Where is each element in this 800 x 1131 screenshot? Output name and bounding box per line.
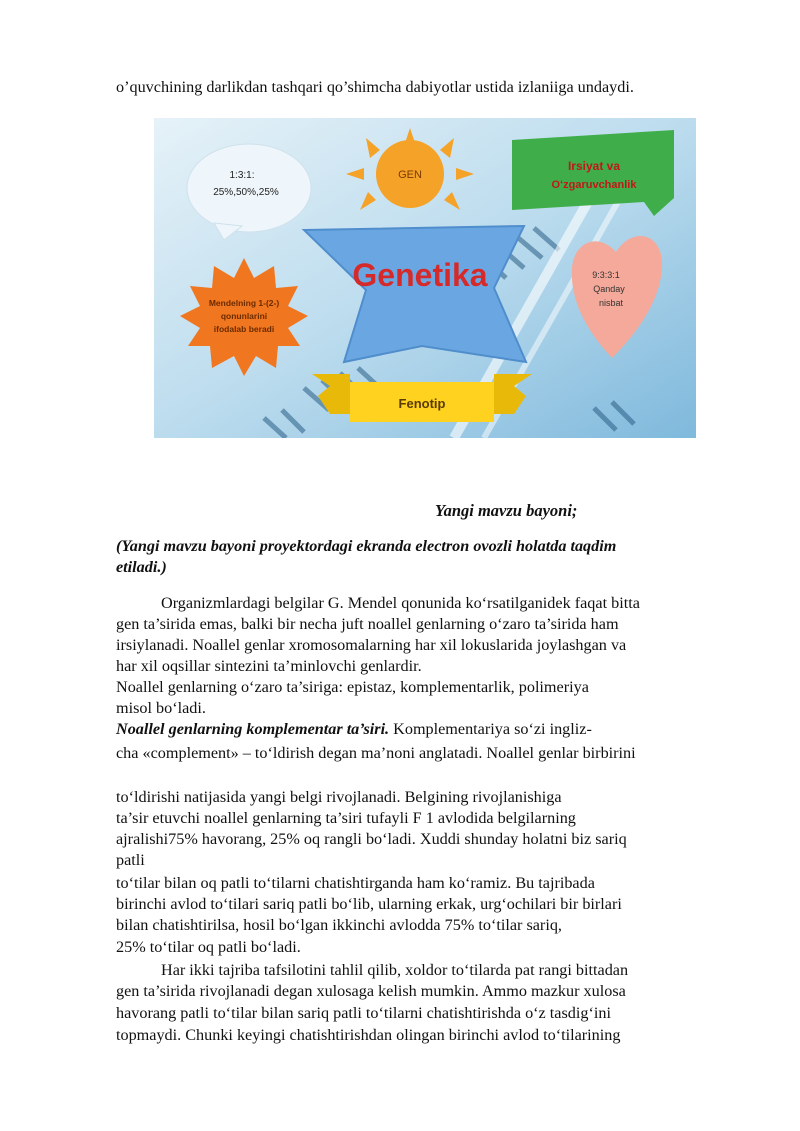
subheading-line-1: (Yangi mavzu bayoni proyektordagi ekranda electron ovozli holatda taqdim <box>116 537 617 555</box>
para2-line-6: birinchi avlod to‘tilari sariq patli bo‘lib, ularning erkak, urg‘ochilari bir birlari <box>116 895 622 913</box>
subheading-line-2: etiladi.) <box>116 558 167 576</box>
green-flag-shape <box>512 130 674 216</box>
heart-ratio-word-label: nisbat <box>598 298 624 308</box>
para2-line-2: ta’sir etuvchi noallel genlarning ta’siri tufayli F 1 avlodida belgilarning <box>116 809 576 827</box>
komplementar-text: Komplementariya so‘zi ingliz- <box>389 720 592 738</box>
para1-line-3: irsiylanadi. Noallel genlar xromosomalarning har xil lokuslarida joylashgan va <box>116 636 627 654</box>
para2-line-7: bilan chatishtirilsa, hosil bo‘lgan ikkinchi avlodda 75% to‘tilar sariq, <box>116 916 562 934</box>
heart-ratio-label: 9:3:3:1 <box>592 270 620 280</box>
genetika-infographic <box>154 118 696 438</box>
cloud-percent-label: 25%,50%,25% <box>213 187 279 198</box>
para2-line-3: ajralishi75% havorang, 25% oq rangli bo‘ladi. Xuddi shunday holatni biz sariq <box>116 830 627 848</box>
sun-label: GEN <box>398 169 422 181</box>
para1-line-6: misol bo‘ladi. <box>116 699 206 717</box>
cloud-ratio-label: 1:3:1: <box>229 170 255 181</box>
para2-line-8: 25% to‘tilar oq patli bo‘ladi. <box>116 938 301 956</box>
intro-line: o’quvchining darlikdan tashqari qo’shimcha dabiyotlar ustida izlaniiga undaydi. <box>116 78 634 96</box>
heart-question-label: Qanday <box>593 284 625 294</box>
para3-line-3: havorang patli to‘tilar bilan sariq patli to‘tilarni chatishtirishda o‘z tasdig‘ini <box>116 1004 611 1022</box>
para1-line-4: har xil oqsillar sintezini ta’minlovchi genlardir. <box>116 657 422 675</box>
para2-line-4: patli <box>116 851 145 869</box>
section-heading: Yangi mavzu bayoni; <box>435 501 578 520</box>
para1-line-5: Noallel genlarning o‘zaro ta’siriga: epistaz, komplementarlik, polimeriya <box>116 678 589 696</box>
para2-line-1: to‘ldirishi natijasida yangi belgi rivojlanadi. Belgining rivojlanishiga <box>116 788 562 806</box>
burst-line3: ifodalab beradi <box>213 324 275 334</box>
flag-line2: O‘zgaruvchanlik <box>551 179 637 191</box>
komplementar-line <box>116 719 592 740</box>
komplementar-heading: Noallel genlarning komplementar ta’siri. <box>116 720 390 738</box>
burst-line1: Mendelning 1-(2-) <box>208 298 280 308</box>
para1-line-2: gen ta’sirida emas, balki bir necha juft noallel genlarning o‘zaro ta’sirida ham <box>116 615 619 633</box>
para1-line-1: Organizmlardagi belgilar G. Mendel qonunida ko‘rsatilganidek faqat bitta <box>161 594 640 612</box>
flag-line1: Irsiyat va <box>567 159 621 173</box>
para2-line-5: to‘tilar bilan oq patli to‘tilarni chatishtirganda ham ko‘ramiz. Bu tajribada <box>116 874 595 892</box>
center-title: Genetika <box>352 257 488 293</box>
ribbon-label: Fenotip <box>398 396 446 411</box>
komplementar-line-2: cha «complement» – to‘ldirish degan ma’noni anglatadi. Noallel genlar birbirini <box>116 744 636 762</box>
para3-line-1: Har ikki tajriba tafsilotini tahlil qilib, xoldor to‘tilarda pat rangi bittadan <box>161 961 629 979</box>
para3-line-2: gen ta’sirida rivojlanadi degan xulosaga kelish mumkin. Ammo mazkur xulosa <box>116 982 626 1000</box>
para3-line-4: topmaydi. Chunki keyingi chatishtirishdan olingan birinchi avlod to‘tilarining <box>116 1026 621 1044</box>
burst-line2: qonunlarini <box>220 311 268 321</box>
